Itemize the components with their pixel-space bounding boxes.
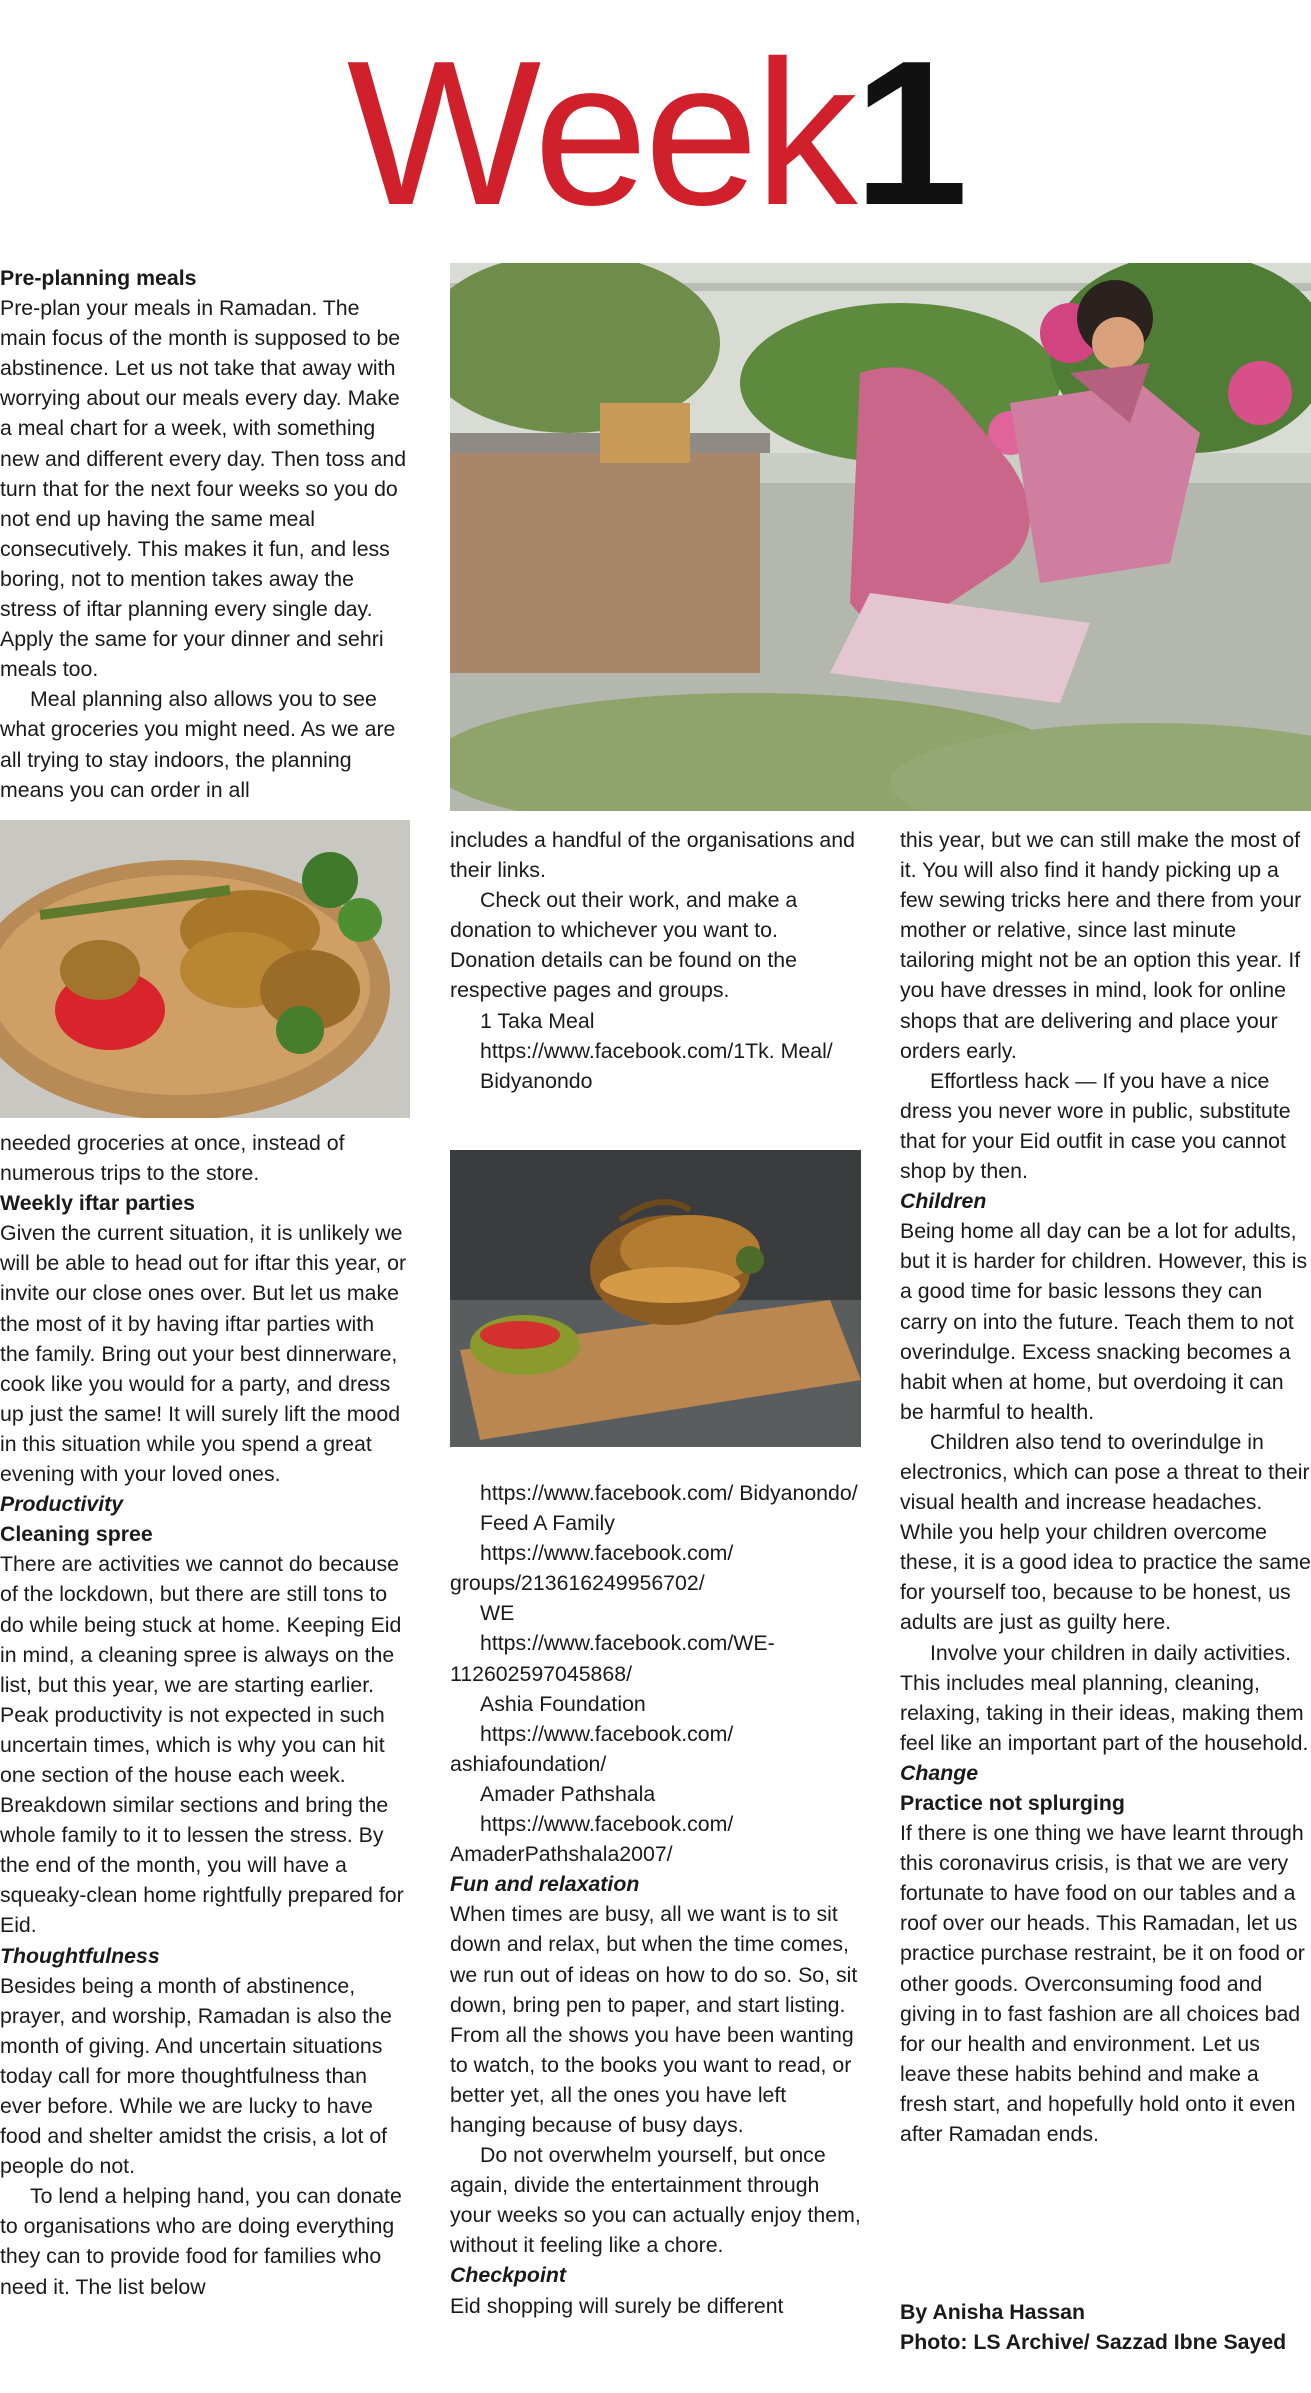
paragraph: https://www.facebook.com/1Tk. Meal/	[480, 1038, 833, 1063]
paragraph: Feed A Family	[480, 1511, 615, 1536]
paragraph: 1 Taka Meal	[480, 1008, 595, 1033]
paragraph: If there is one thing we have learnt through this coronavirus crisis, is that we are very fortunate to have food on our tables and a roof over our heads. This Ramadan, let us practice purchase restraint, be it on food or other goods. Overconsuming food and giving in to fast fashion are all choices bad for our health and environment. Let us leave these habits behind and make a fresh start, and hopefully hold onto it even after Ramadan ends.	[900, 1821, 1305, 2147]
byline-photo-credit: Photo: LS Archive/ Sazzad Ibne Sayed	[900, 2330, 1287, 2355]
paragraph: Eid shopping will surely be different	[450, 2293, 784, 2318]
section-label: Children	[900, 1189, 987, 1214]
section-heading: Pre-planning meals	[0, 266, 197, 290]
paragraph: There are activities we cannot do because of the lockdown, but there are still tons to do while being stuck at home. Keeping Eid in mind, a cleaning spree is always on the list, but this year, we are starting earlier. Peak productivity is not expected in such uncertain times, which is why you can hit one section of the house each week. Breakdown similar sections and bring the whole family to it to lessen the stress. By the end of the month, you will have a squeaky-clean home rightfully prepared for Eid.	[0, 1552, 404, 1938]
paragraph: Effortless hack — If you have a nice dress you never wore in public, substitute that for your Eid outfit in case you cannot shop by then.	[900, 1068, 1291, 1184]
title-word: Week	[346, 18, 854, 248]
paragraph: Ashia Foundation	[480, 1691, 646, 1716]
byline	[900, 2297, 1311, 2357]
page-title	[0, 18, 1311, 248]
paragraph: When times are busy, all we want is to sit down and relax, but when the time comes, we run out of ideas on how to do so. So, sit down, bring pen to paper, and start listing. From all the shows you have been wanting to watch, to the books you want to read, or better yet, all the ones you have left hanging because of busy days.	[450, 1902, 858, 2137]
paragraph: Given the current situation, it is unlikely we will be able to head out for iftar this year, or invite our close ones over. But let us make the most of it by having iftar parties with the family. Bring out your best dinnerware, cook like you would for a party, and dress up just the same! It will surely lift the mood in this situation while you spend a great evening with your loved ones.	[0, 1221, 407, 1487]
paragraph: Besides being a month of abstinence, prayer, and worship, Ramadan is also the month of giving. And uncertain situations today call for more thoughtfulness than ever before. While we are lucky to have food and shelter amidst the crisis, a lot of people do not.	[0, 1973, 392, 2179]
paragraph: Pre-plan your meals in Ramadan. The main focus of the month is supposed to be abstinence. Let us not take that away with worrying about our meals every day. Make a meal chart for a week, with something new and different every day. Then toss and turn that for the next four weeks so you do not end up having the same meal consecutively. This makes it fun, and less boring, not to mention takes away the stress of iftar planning every single day. Apply the same for your dinner and sehri meals too.	[0, 296, 407, 682]
section-label: Checkpoint	[450, 2263, 566, 2288]
section-heading: Practice not splurging	[900, 1791, 1125, 1815]
paragraph: Do not overwhelm yourself, but once again, divide the entertainment through your weeks so you can actually enjoy them, without it feeling like a chore.	[450, 2143, 861, 2258]
paragraph: WE	[480, 1601, 515, 1626]
article-column-2-bottom	[450, 1478, 862, 2321]
article-column-2-top	[450, 825, 862, 1096]
photo-woman-reading	[450, 263, 1311, 811]
paragraph: https://www.facebook.com/ AmaderPathshala2007/	[450, 1812, 734, 1867]
paragraph: Being home all day can be a lot for adults, but it is harder for children. However, this is a good time for basic lessons they can carry on into the future. Teach them to not overindulge. Excess snacking becomes a habit when at home, but overdoing it can be harmful to health.	[900, 1219, 1308, 1424]
paragraph: https://www.facebook.com/ Bidyanondo/	[480, 1481, 858, 1505]
paragraph: Children also tend to overindulge in electronics, which can pose a threat to their visual health and increase headaches. While you help your children overcome these, it is a good idea to practice the same for yourself too, because to be honest, us adults are just as guilty here.	[900, 1429, 1311, 1635]
section-label: Thoughtfulness	[0, 1943, 160, 1968]
section-heading: Weekly iftar parties	[0, 1191, 195, 1216]
paragraph: Meal planning also allows you to see what groceries you might need. As we are all trying to stay indoors, the planning means you can order in all	[0, 687, 396, 802]
paragraph: https://www.facebook.com/ groups/213616249956702/	[450, 1541, 734, 1596]
paragraph: Check out their work, and make a donation to whichever you want to. Donation details can be found on the respective pages and groups.	[450, 888, 798, 1003]
title-number: 1	[853, 18, 965, 248]
photo-pakoras	[0, 820, 410, 1118]
paragraph: https://www.facebook.com/ ashiafoundation/	[450, 1721, 734, 1776]
paragraph: needed groceries at once, instead of numerous trips to the store.	[0, 1131, 345, 1186]
byline-author: By Anisha Hassan	[900, 2300, 1086, 2324]
paragraph: includes a handful of the organisations and their links.	[450, 828, 855, 883]
section-label: Fun and relaxation	[450, 1872, 640, 1897]
section-label: Productivity	[0, 1492, 124, 1517]
paragraph: Bidyanondo	[480, 1068, 593, 1093]
paragraph: this year, but we can still make the most of it. You will also find it handy picking up a few sewing tricks here and there from your mother or relative, since last minute tailoring might not be an option this year. If you have dresses in mind, look for online shops that are delivering and place your orders early.	[900, 828, 1302, 1063]
article-column-1-top	[0, 263, 408, 805]
section-heading: Cleaning spree	[0, 1522, 153, 1547]
article-column-3	[900, 825, 1311, 2149]
article-column-1-bottom	[0, 1128, 408, 2302]
section-label: Change	[900, 1760, 979, 1785]
paragraph: To lend a helping hand, you can donate to organisations who are doing everything they can to provide food for families who need it. The list below	[0, 2184, 402, 2299]
paragraph: Involve your children in daily activities. This includes meal planning, cleaning, relaxing, taking in their ideas, making them feel like an important part of the household.	[900, 1640, 1309, 1755]
photo-pakora-platter	[450, 1150, 861, 1447]
paragraph: https://www.facebook.com/WE-112602597045868/	[450, 1631, 775, 1686]
paragraph: Amader Pathshala	[480, 1781, 656, 1806]
